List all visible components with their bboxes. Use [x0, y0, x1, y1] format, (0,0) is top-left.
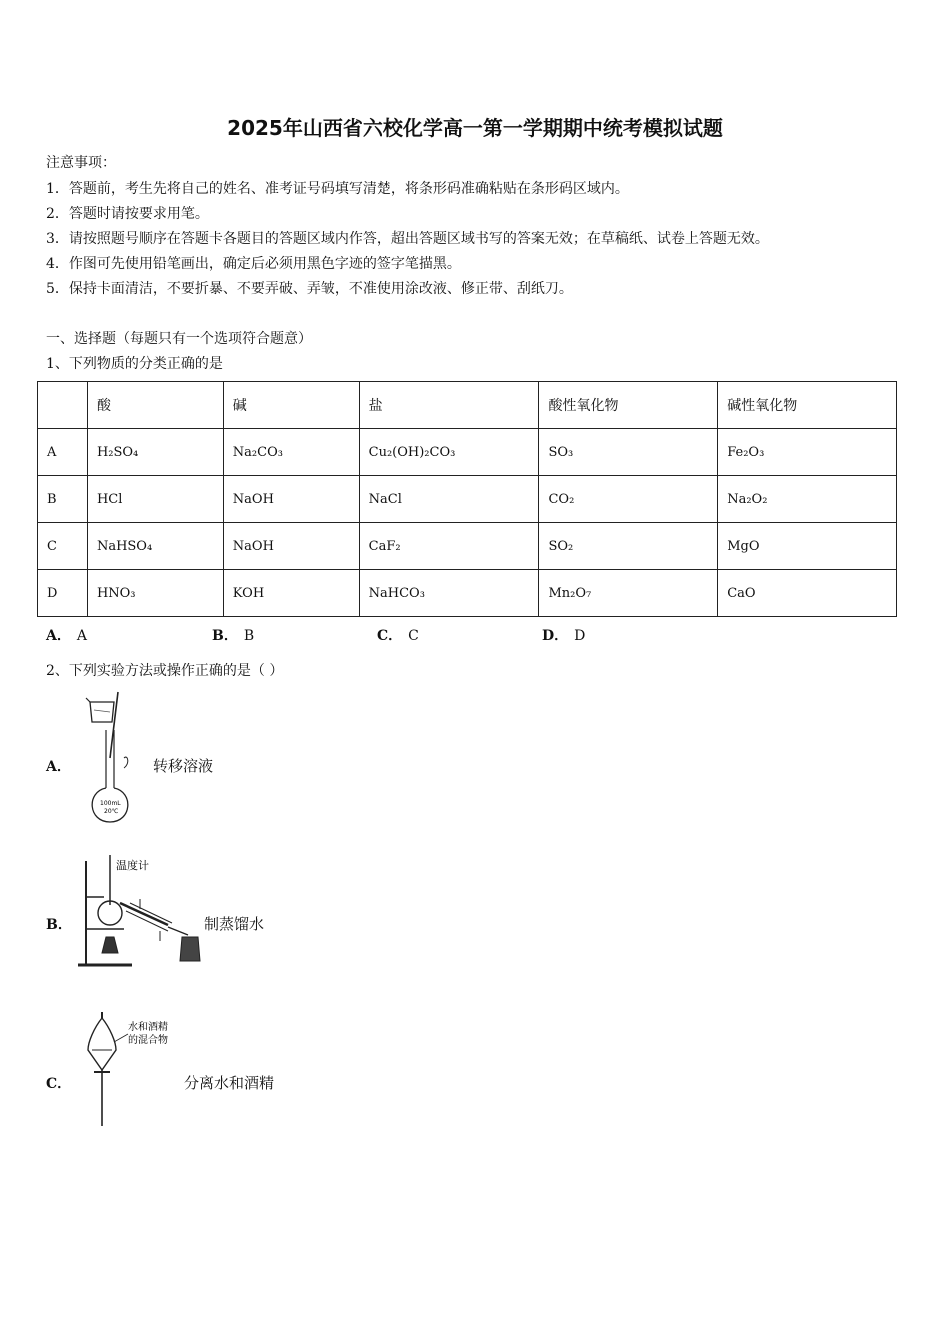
classification-table: [37, 381, 897, 617]
table-cell: Fe₂O₃: [718, 429, 897, 476]
table-cell: Mn₂O₇: [539, 570, 718, 617]
table-cell: NaOH: [223, 523, 359, 570]
table-cell: HNO₃: [87, 570, 223, 617]
table-cell: Cu₂(OH)₂CO₃: [359, 429, 539, 476]
table-cell: HCl: [87, 476, 223, 523]
notice-item: 4．作图可先使用铅笔画出，确定后必须用黑色字迹的签字笔描黑。: [46, 256, 461, 272]
table-cell: B: [38, 476, 88, 523]
notice-item: 2．答题时请按要求用笔。: [46, 206, 209, 222]
table-cell: D: [38, 570, 88, 617]
table-cell: CaF₂: [359, 523, 539, 570]
table-header-cell: 酸性氧化物: [539, 382, 718, 429]
mixture-label-line1: 水和酒精: [128, 1022, 168, 1033]
thermometer-label: 温度计: [116, 859, 149, 872]
notice-item: 3．请按照题号顺序在答题卡各题目的答题区域内作答，超出答题区域书写的答案无效；在草稿纸、试卷上答题无效。: [46, 231, 769, 247]
question-1-stem: 1、下列物质的分类正确的是: [46, 356, 223, 372]
option-a-text: 转移溶液: [153, 757, 214, 775]
choice-a[interactable]: A． A: [46, 628, 87, 644]
choice-c[interactable]: C． C: [377, 628, 419, 644]
table-cell: NaCl: [359, 476, 539, 523]
table-row: [38, 523, 897, 570]
table-header-cell: [38, 382, 88, 429]
table-row: [38, 570, 897, 617]
flask-volume-label: 100mL: [100, 800, 121, 807]
flask-temp-label: 20℃: [104, 808, 119, 815]
table-cell: NaOH: [223, 476, 359, 523]
table-header-cell: 碱性氧化物: [718, 382, 897, 429]
table-cell: NaHCO₃: [359, 570, 539, 617]
page-title: 2025年山西省六校化学高一第一学期期中统考模拟试题: [227, 116, 723, 140]
distillation-apparatus-figure: [76, 853, 206, 971]
table-cell: CaO: [718, 570, 897, 617]
option-c-text: 分离水和酒精: [184, 1074, 275, 1092]
option-b-text: 制蒸馏水: [204, 915, 265, 933]
notice-item: 5．保持卡面清洁，不要折暴、不要弄破、弄皱，不准使用涂改液、修正带、刮纸刀。: [46, 281, 573, 297]
option-c-label[interactable]: C．: [46, 1076, 72, 1092]
mixture-label-line2: 的混合物: [128, 1035, 168, 1046]
table-cell: SO₃: [539, 429, 718, 476]
volumetric-flask-figure: [84, 688, 144, 828]
table-cell: Na₂O₂: [718, 476, 897, 523]
notice-heading: 注意事项：: [46, 155, 116, 171]
choice-d[interactable]: D． D: [542, 628, 586, 644]
table-cell: C: [38, 523, 88, 570]
table-header-cell: 碱: [223, 382, 359, 429]
table-cell: H₂SO₄: [87, 429, 223, 476]
table-header-cell: 酸: [87, 382, 223, 429]
table-cell: NaHSO₄: [87, 523, 223, 570]
option-b-label[interactable]: B．: [46, 917, 72, 933]
table-row: [38, 476, 897, 523]
notice-item: 1．答题前，考生先将自己的姓名、准考证号码填写清楚，将条形码准确粘贴在条形码区域内。: [46, 181, 629, 197]
section-heading: 一、选择题（每题只有一个选项符合题意）: [46, 331, 312, 347]
separatory-funnel-figure: [84, 1010, 184, 1130]
table-cell: A: [38, 429, 88, 476]
choice-b[interactable]: B． B: [212, 628, 255, 644]
table-cell: KOH: [223, 570, 359, 617]
question-2-stem: 2、下列实验方法或操作正确的是（ ）: [46, 663, 284, 679]
table-cell: SO₂: [539, 523, 718, 570]
table-row: [38, 429, 897, 476]
table-header-cell: 盐: [359, 382, 539, 429]
table-header-row: [38, 382, 897, 429]
option-a-label[interactable]: A．: [46, 759, 71, 775]
table-cell: CO₂: [539, 476, 718, 523]
table-cell: MgO: [718, 523, 897, 570]
table-cell: Na₂CO₃: [223, 429, 359, 476]
